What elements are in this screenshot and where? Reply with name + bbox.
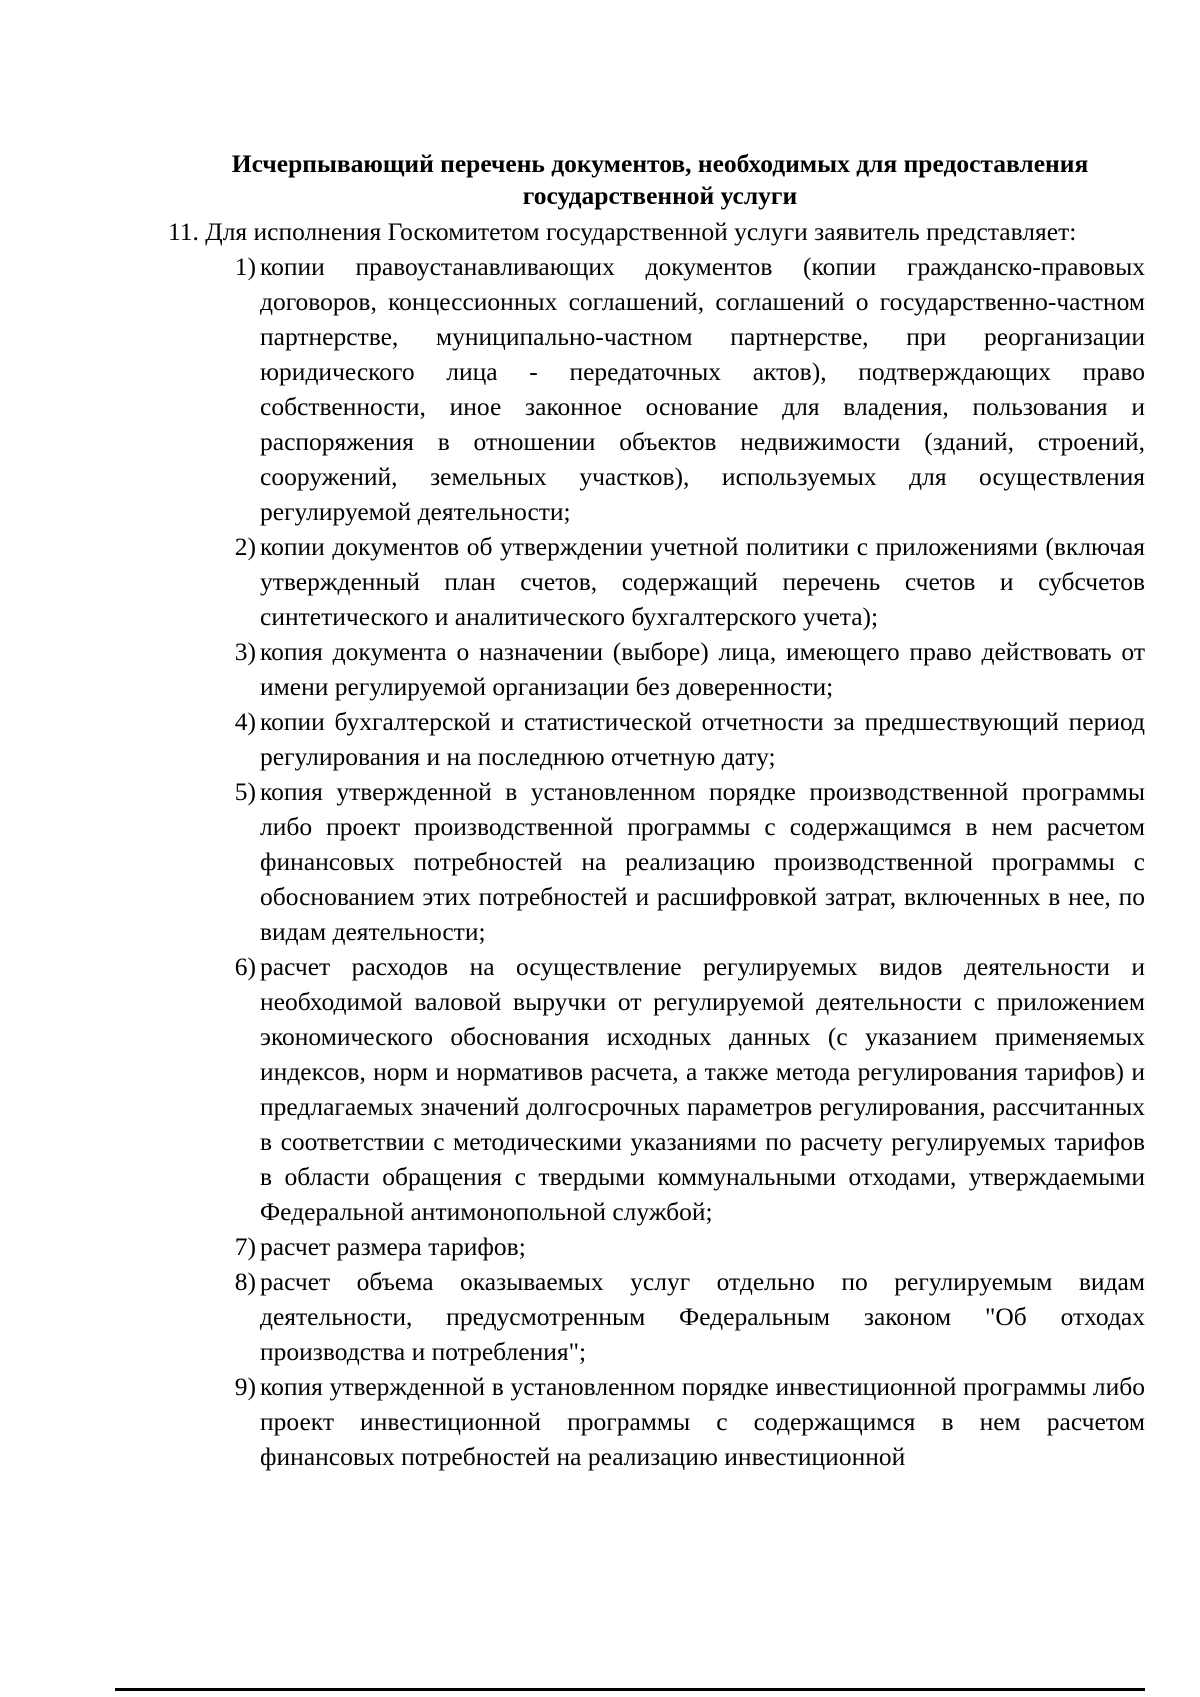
list-item-number: 4) [234,707,256,736]
document-body [115,148,1145,1474]
list-item [115,774,1145,949]
section-title: Исчерпывающий перечень документов, необходимых для предоставления государственной услуги [231,149,1089,210]
list-item-number: 1) [234,252,256,281]
intro-paragraph: 11. Для исполнения Госкомитетом государственной услуги заявитель представляет: [168,217,1077,246]
list-item-text: копия утвержденной в установленном порядке инвестиционной программы либо проект инвестиционной программы с содержащимся в нем расчетом финансовых потребностей на реализацию инвестиционной [260,1372,1145,1471]
list-item [115,1264,1145,1369]
footer-rule [115,1688,1145,1691]
list-item [115,1369,1145,1474]
list-item-number: 7) [234,1232,256,1261]
list-item [115,1229,1145,1264]
list-item-text: копии правоустанавливающих документов (копии гражданско-правовых договоров, концессионных соглашений, соглашений о государственно-частном партнерстве, муниципально-частном партнерстве, при реорганизации юридического лица - передаточных актов), подтверждающих право собственности, иное законное основание для владения, пользования и распоряжения в отношении объектов недвижимости (зданий, строений, сооружений, земельных участков), используемых для осуществления регулируемой деятельности; [260,252,1145,526]
list-item [115,249,1145,529]
list-item-text: расчет объема оказываемых услуг отдельно по регулируемым видам деятельности, предусмотренным Федеральным законом "Об отходах производства и потребления"; [260,1267,1145,1366]
list-item-text: расчет расходов на осуществление регулируемых видов деятельности и необходимой валовой выручки от регулируемой деятельности с приложением экономического обоснования исходных данных (с указанием применяемых индексов, норм и нормативов расчета, а также метода регулирования тарифов) и предлагаемых значений долгосрочных параметров регулирования, рассчитанных в соответствии с методическими указаниями по расчету регулируемых тарифов в области обращения с твердыми коммунальными отходами, утверждаемыми Федеральной антимонопольной службой; [260,952,1145,1226]
list-item [115,634,1145,704]
list-item-text: расчет размера тарифов; [260,1232,526,1261]
list-item-text: копия утвержденной в установленном порядке производственной программы либо проект производственной программы с содержащимся в нем расчетом финансовых потребностей на реализацию производственной программы с обоснованием этих потребностей и расшифровкой затрат, включенных в нее, по видам деятельности; [260,777,1145,946]
list-item-number: 9) [234,1372,256,1401]
document-list [115,249,1145,1474]
list-item-text: копии бухгалтерской и статистической отчетности за предшествующий период регулирования и на последнюю отчетную дату; [260,707,1145,771]
list-item [115,529,1145,634]
list-item [115,949,1145,1229]
list-item-number: 2) [234,532,256,561]
list-item-number: 6) [234,952,256,981]
list-item-number: 3) [234,637,256,666]
list-item-text: копия документа о назначении (выборе) лица, имеющего право действовать от имени регулируемой организации без доверенности; [260,637,1145,701]
list-item-number: 5) [234,777,256,806]
list-item-number: 8) [234,1267,256,1296]
list-item [115,704,1145,774]
list-item-text: копии документов об утверждении учетной политики с приложениями (включая утвержденный план счетов, содержащий перечень счетов и субсчетов синтетического и аналитического бухгалтерского учета); [260,532,1145,631]
